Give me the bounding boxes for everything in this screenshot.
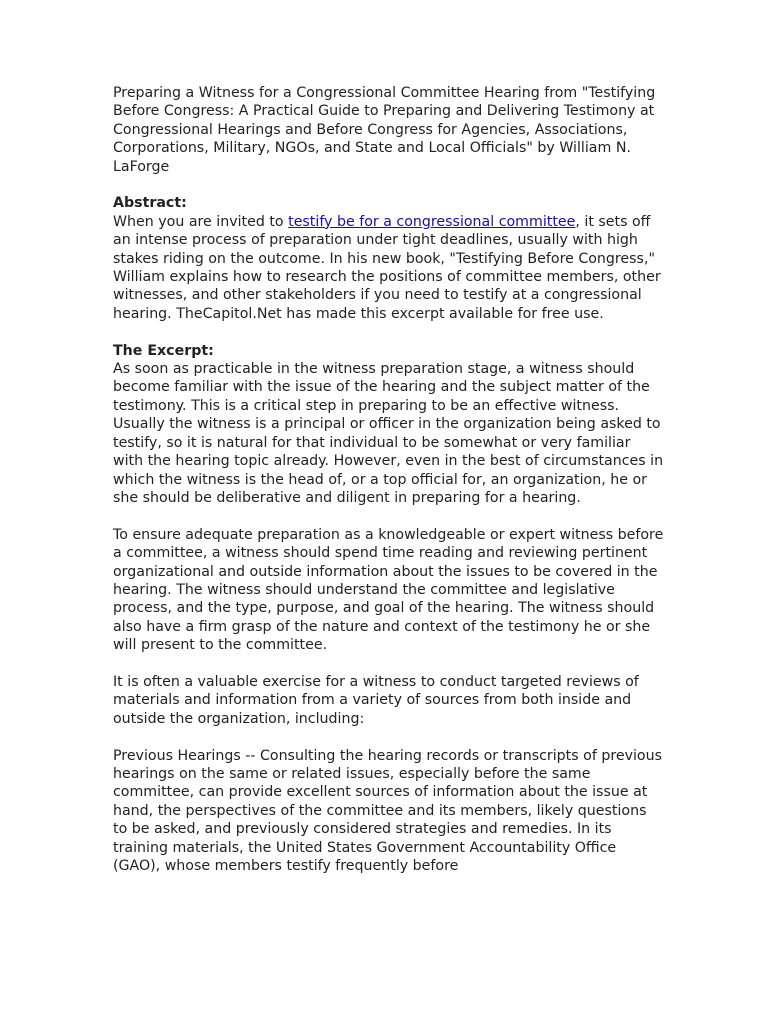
abstract-text-before-link: When you are invited to [113, 213, 289, 230]
excerpt-section [113, 342, 665, 508]
excerpt-heading: The Excerpt: [113, 342, 214, 359]
document-page [113, 84, 665, 894]
excerpt-paragraph-2: To ensure adequate preparation as a knowledgeable or expert witness before a committee, a witness should spend time reading and reviewing pertinent organizational and outside information about the issues to be covered in the hearing. The witness should understand the committee and legislative process, and the type, purpose, and goal of the hearing. The witness should also have a firm grasp of the nature and context of the testimony he or she will present to the committee. [113, 526, 664, 654]
excerpt-paragraph-4: Previous Hearings -- Consulting the hearing records or transcripts of previous hearings on the same or related issues, especially before the same committee, can provide excellent sources of information about the issue at hand, the perspectives of the committee and its members, likely questions to be asked, and previously considered strategies and remedies. In its training materials, the United States Government Accountability Office (GAO), whose members testify frequently before [113, 747, 662, 874]
document-title: Preparing a Witness for a Congressional Committee Hearing from "Testifying Before Congress: A Practical Guide to Preparing and Delivering Testimony at Congressional Hearings and Before Congress for Agencies, Associations, Corporations, Military, NGOs, and State and Local Officials" by William N. LaForge [113, 85, 656, 175]
excerpt-paragraph-1: As soon as practicable in the witness preparation stage, a witness should become familiar with the issue of the hearing and the subject matter of the testimony. This is a critical step in preparing to be an effective witness. Usually the witness is a principal or officer in the organization being asked to testify, so it is natural for that individual to be somewhat or very familiar with the hearing topic already. However, even in the best of circumstances in which the witness is the head of, or a top official for, an organization, he or she should be deliberative and diligent in preparing for a hearing. [113, 361, 664, 506]
abstract-section [113, 194, 665, 323]
excerpt-paragraph-3: It is often a valuable exercise for a witness to conduct targeted reviews of materials and information from a variety of sources from both inside and outside the organization, including: [113, 673, 639, 727]
abstract-text-after-link: , it sets off an intense process of preparation under tight deadlines, usually with high stakes riding on the outcome. In his new book, "Testifying Before Congress," William explains how to research the positions of committee members, other witnesses, and other stakeholders if you need to testify at a congressional hearing. TheCapitol.Net has made this excerpt available for free use. [113, 213, 661, 322]
testify-link[interactable]: testify be for a congressional committee [288, 213, 576, 230]
abstract-heading: Abstract: [113, 195, 187, 212]
